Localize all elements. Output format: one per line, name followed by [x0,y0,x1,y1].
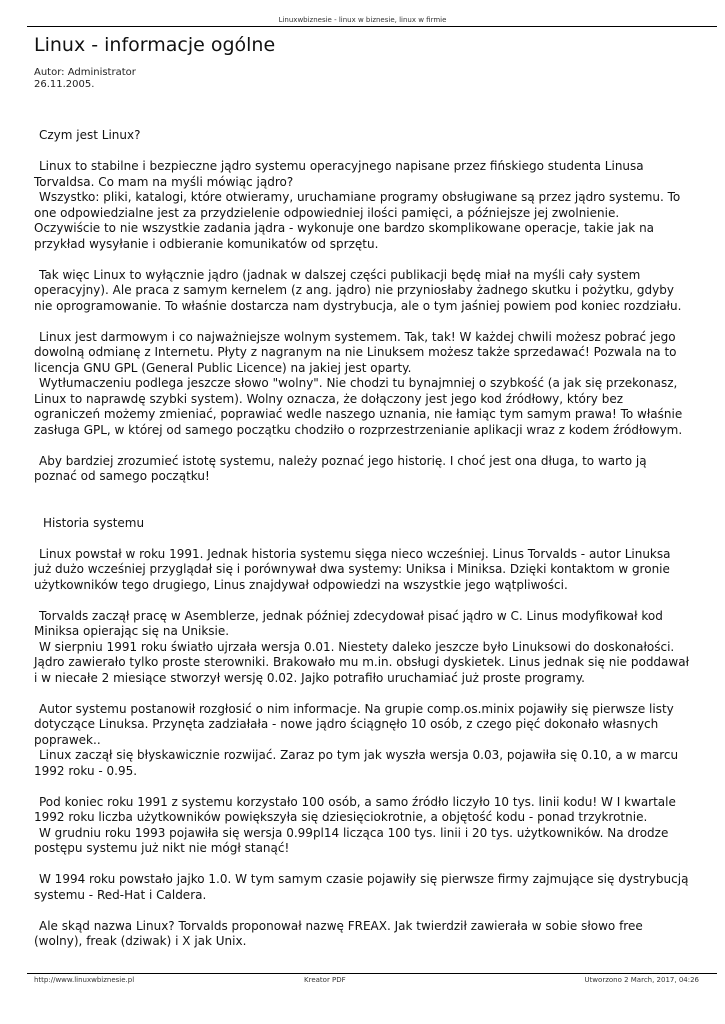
paragraph: Pod koniec roku 1991 z systemu korzystało 100 osób, a samo źródło liczyło 10 tys. linii kodu! W I kwartale 1992 roku liczba użytkowników powiększyła się dziesięciokrotnie, a objętość kodu - ponad trzykrotnie. [34,794,676,824]
paragraph: Linux jest darmowym i co najważniejsze wolnym systemem. Tak, tak! W każdej chwili możesz pobrać jego dowolną odmianę z Internetu. Płyty z nagranym na nie Linuksem możesz także sprzedawać! Pozwala na to licencja GNU GPL (General Public Licence) na jakiej jest oparty. [34,329,677,375]
footer-created: Utworzono 2 March, 2017, 04:26 [584,976,699,984]
paragraph: Aby bardziej zrozumieć istotę systemu, należy poznać jego historię. I choć jest ona długa, to warto ją poznać od samego początku! [34,453,647,483]
paragraph: Ale skąd nazwa Linux? Torvalds proponował nazwę FREAX. Jak twierdził zawierała w sobie słowo free (wolny), freak (dziwak) i X jak Unix. [34,918,643,948]
article-date: 26.11.2005. [34,79,95,90]
paragraph: Wytłumaczeniu podlega jeszcze słowo "wolny". Nie chodzi tu bynajmniej o szybkość (a jak się przekonasz, Linux to naprawdę szybki system). Wolny oznacza, że dołączony jest jego kod źródłowy, który bez ograniczeń możemy zmieniać, poprawiać wedle naszego uznania, nie łamiąc tym samym prawa! To właśnie zasługa GPL, w której od samego początku chodziło o rozprzestrzenianie aplikacji wraz z kodem źródłowym. [34,376,683,437]
paragraph: W grudniu roku 1993 pojawiła się wersja 0.99pl14 licząca 100 tys. linii i 20 tys. użytkowników. Na drodze postępu systemu już nikt nie mógł stanąć! [34,825,669,855]
section-heading: Historia systemu [43,515,145,530]
article-title: Linux - informacje ogólne [34,34,276,56]
paragraph: Wszystko: pliki, katalogi, które otwieramy, uruchamiane programy obsługiwane są przez jądro systemu. To one odpowiedzialne jest za przydzielenie odpowiedniej ilości pamięci, a późniejsze jej zwolnienie. Oczywiście to nie wszystkie zadania jądra - wykonuje one bardzo skomplikowane operacje, takie jak na przykład wysyłanie i odbieranie komunikatów od sprzętu. [34,190,681,251]
paragraph: Linux powstał w roku 1991. Jednak historia systemu sięga nieco wcześniej. Linus Torvalds - autor Linuksa już dużo wcześniej przyglądał się i porównywał dwa systemy: Uniksa i Miniksa. Dzięki kontaktom w gronie użytkowników tego drugiego, Linus znajdywał odpowiedzi na wszystkie jego wątpliwości. [34,546,671,592]
footer-url: http://www.linuxwbiznesie.pl [34,976,135,984]
section-heading: Czym jest Linux? [39,128,141,142]
footer-divider [27,973,717,974]
footer-generator: Kreator PDF [304,976,346,984]
article-meta [34,67,136,91]
paragraph: W sierpniu 1991 roku światło ujrzała wersja 0.01. Niestety daleko jeszcze było Linuksowi do doskonałości. Jądro zawierało tylko proste sterowniki. Brakowało mu m.in. obsługi dyskietek. Linus jednak się nie poddawał i w niecałe 2 miesiące stworzył wersję 0.02. Jajko potrafiło uruchamiać już proste programy. [34,639,689,685]
paragraph: W 1994 roku powstało jajko 1.0. W tym samym czasie pojawiły się pierwsze firmy zajmujące się dystrybucją systemu - Red-Hat i Caldera. [34,872,689,902]
paragraph: Linux to stabilne i bezpieczne jądro systemu operacyjnego napisane przez fińskiego studenta Linusa Torvaldsa. Co mam na myśli mówiąc jądro? [34,159,644,189]
paragraph: Autor systemu postanowił rozgłosić o nim informacje. Na grupie comp.os.minix pojawiły się pierwsze listy dotyczące Linuksa. Przynęta zadziałała - nowe jądro ściągnęło 10 osób, z czego pięć dokonało własnych poprawek.. [34,701,674,747]
paragraph: Linux zaczął się błyskawicznie rozwijać. Zaraz po tym jak wyszła wersja 0.03, pojawiła się 0.10, a w marcu 1992 roku - 0.95. [34,748,679,778]
author-line: Autor: Administrator [34,67,136,78]
page-header: Linuxwbiznesie - linux w biznesie, linux w firmie [278,16,447,24]
paragraph: Torvalds zaczął pracę w Asemblerze, jednak później zdecydował pisać jądro w C. Linus modyfikował kod Miniksa opierając się na Uniksie. [34,608,663,638]
header-divider [27,26,717,27]
article-body [34,128,689,950]
paragraph: Tak więc Linux to wyłącznie jądro (jadnak w dalszej części publikacji będę miał na myśli cały system operacyjny). Ale praca z samym kernelem (z ang. jądro) nie przyniosłaby żadnego skutku i pożytku, gdyby nie oprogramowanie. To właśnie dostarcza nam dystrybucja, ale o tym jaśniej powiem pod koniec rozdziału. [34,267,682,313]
